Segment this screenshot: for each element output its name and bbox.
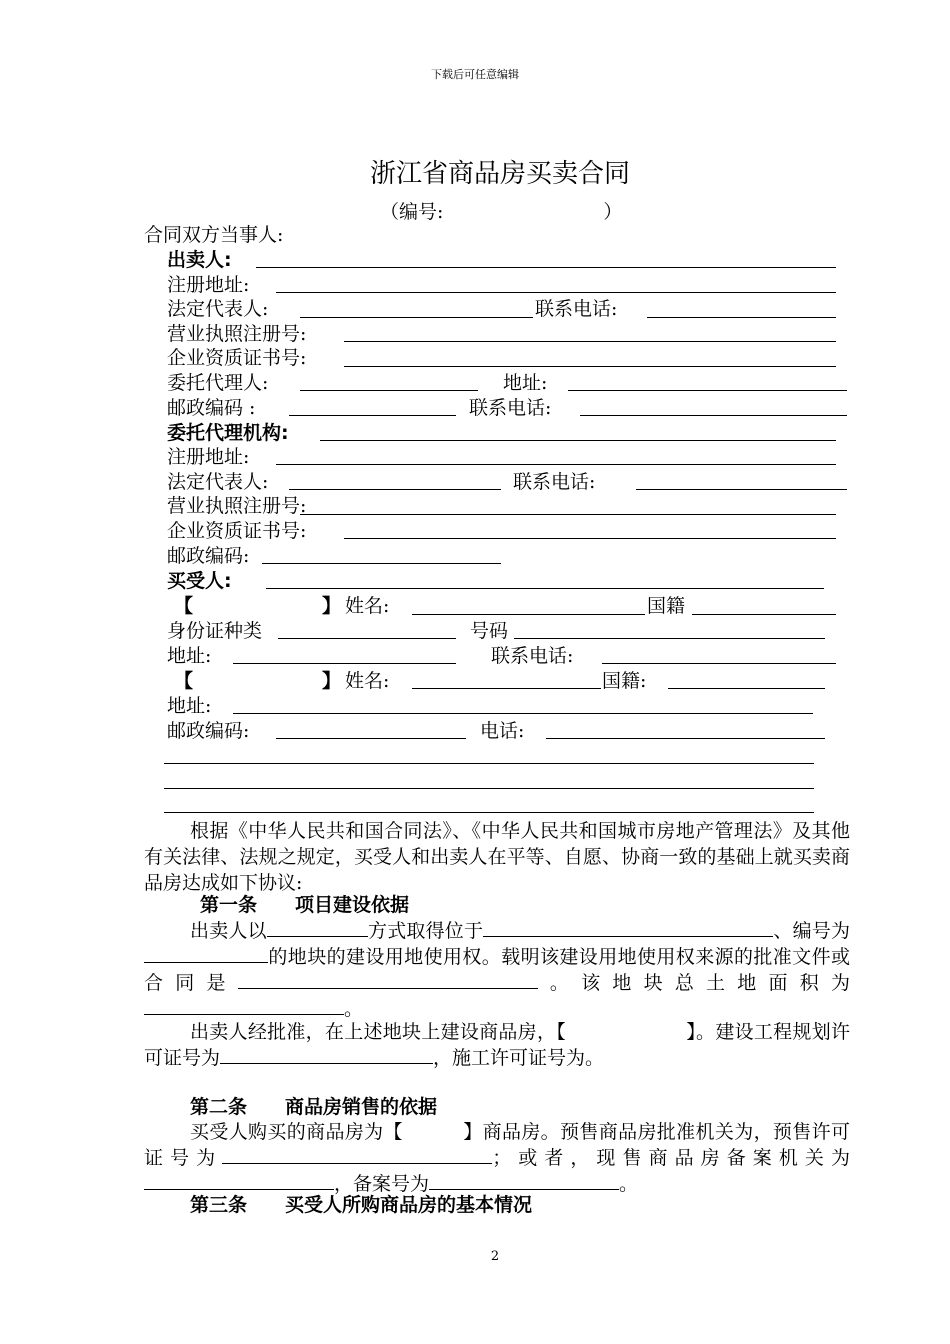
agent-postcode-label: 邮政编码 : [167,397,256,419]
agent-phone-blank [580,415,847,416]
seller-phone-blank [647,317,836,318]
buyer-label: 买受人: [167,570,232,592]
number-close: ） [603,201,623,223]
buyer-addr-blank [233,663,456,664]
page-header-note: 下载后可任意编辑 [431,68,519,81]
art1-p2-b: 】。建设工程规划许可证号为 [144,1021,850,1069]
agency-phone-label: 联系电话: [513,471,596,493]
agent-addr-blank [568,390,847,391]
buyer1-nationality-label: 国籍 [647,595,686,617]
article2-title: 第二条 商品房销售的依据 [190,1096,438,1118]
buyer2-phone-label: 电话: [480,720,525,742]
article1-paragraph2 [144,1019,850,1071]
seller-license-label: 营业执照注册号: [167,323,307,345]
seller-legal-rep-blank [300,317,533,318]
agent-postcode-blank [289,415,456,416]
art1-p1-e: 。该地块总土地面积为 [537,972,850,994]
agency-legal-rep-label: 法定代表人: [167,471,269,493]
buyer1-name-blank [412,614,645,615]
buyer-id-type-blank [278,638,456,639]
agency-reg-addr-blank [276,464,836,465]
buyer-phone-label: 联系电话: [491,645,574,667]
buyer-phone-blank [602,663,836,664]
art1-p1-b: 方式取得位于 [367,920,484,942]
agency-reg-addr-label: 注册地址: [167,446,250,468]
art1-p2-c: ，施工许可证号为 [433,1047,586,1069]
buyer2-addr-label: 地址: [167,695,212,717]
extra-blank-line [164,812,814,813]
seller-reg-addr-blank [276,292,836,293]
buyer2-name-label: 姓名: [345,670,390,692]
agency-blank [320,440,836,441]
agent-addr-label: 地址: [503,372,548,394]
art1-p1-d: 的地块的建设用地使用权。载明该建设用地使用权来源的批准文件或合同是 [144,946,850,994]
buyer-addr-label: 地址: [167,645,212,667]
agency-phone-blank [636,489,847,490]
art1-p1-c: 、编号为 [773,920,850,942]
agency-legal-rep-blank [289,489,501,490]
buyer2-bracket-r: 】 [322,670,342,692]
seller-license-blank [344,341,836,342]
buyer2-addr-blank [233,713,813,714]
seller-qual-blank [344,366,836,367]
buyer2-nationality-label: 国籍: [602,670,647,692]
buyer1-nationality-blank [692,614,836,615]
seller-phone-label: 联系电话: [535,298,618,320]
article1-paragraph1 [144,918,850,1022]
agency-postcode-blank [262,563,501,564]
buyer-id-no-label: 号码 [470,620,509,642]
seller-blank [256,267,836,268]
agency-license-blank [300,514,836,515]
buyer2-phone-blank [546,738,825,739]
seller-label: 出卖人: [167,249,232,271]
buyer1-name-label: 姓名: [345,595,390,617]
agent-phone-label: 联系电话: [469,397,552,419]
art2-p-c: ；或者，现售商品房备案机关为 [492,1147,850,1169]
article1-title: 第一条 项目建设依据 [200,894,410,916]
art1-p1-a: 出卖人以 [190,920,267,942]
buyer2-bracket-l: 【 [174,670,194,692]
number-label: （编号: [380,201,444,223]
art2-p-d: ，备案号为 [334,1173,430,1195]
page-number: 2 [490,1249,500,1264]
buyer2-name-blank [412,688,601,689]
buyer2-postcode-blank [276,738,466,739]
agency-qual-blank [344,538,836,539]
seller-reg-addr-label: 注册地址: [167,274,250,296]
art2-p-a: 买受人购买的商品房为【 [190,1121,403,1143]
contract-number [380,197,622,224]
buyer2-nationality-blank [668,688,825,689]
agency-postcode-label: 邮政编码: [167,545,250,567]
agent-label: 委托代理人: [167,372,269,394]
agent-blank [300,390,478,391]
buyer-blank [266,588,824,589]
agency-qual-label: 企业资质证书号: [167,520,307,542]
seller-qual-label: 企业资质证书号: [167,347,307,369]
extra-blank-line [164,788,814,789]
contract-title: 浙江省商品房买卖合同 [369,159,630,189]
art1-p2-a: 出卖人经批准，在上述地块上建设商品房，【 [190,1021,566,1043]
extra-blank-line [164,763,814,764]
buyer-id-no-blank [514,638,825,639]
buyer2-postcode-label: 邮政编码: [167,720,250,742]
art1-p1-f: 。 [344,998,364,1020]
art2-p-e: 。 [619,1173,639,1195]
article3-title: 第三条 买受人所购商品房的基本情况 [190,1194,533,1216]
article2-paragraph [144,1119,850,1197]
agency-license-label: 营业执照注册号: [167,495,307,517]
buyer1-bracket-r: 】 [322,595,342,617]
agency-label: 委托代理机构: [167,422,289,444]
buyer-id-type-label: 身份证种类 [167,620,263,642]
seller-legal-rep-label: 法定代表人: [167,298,269,320]
parties-heading: 合同双方当事人: [144,224,284,246]
art2-p-b: 】商品房。预售商品房批准机关为，预售许可证号为 [144,1121,850,1169]
intro-paragraph: 根据《中华人民共和国合同法》、《中华人民共和国城市房地产管理法》及其他有关法律、法规之规定，买受人和出卖人在平等、自愿、协商一致的基础上就买卖商品房达成如下协议: [144,820,850,894]
art1-p2-d: 。 [585,1047,605,1069]
buyer1-bracket-l: 【 [174,595,194,617]
